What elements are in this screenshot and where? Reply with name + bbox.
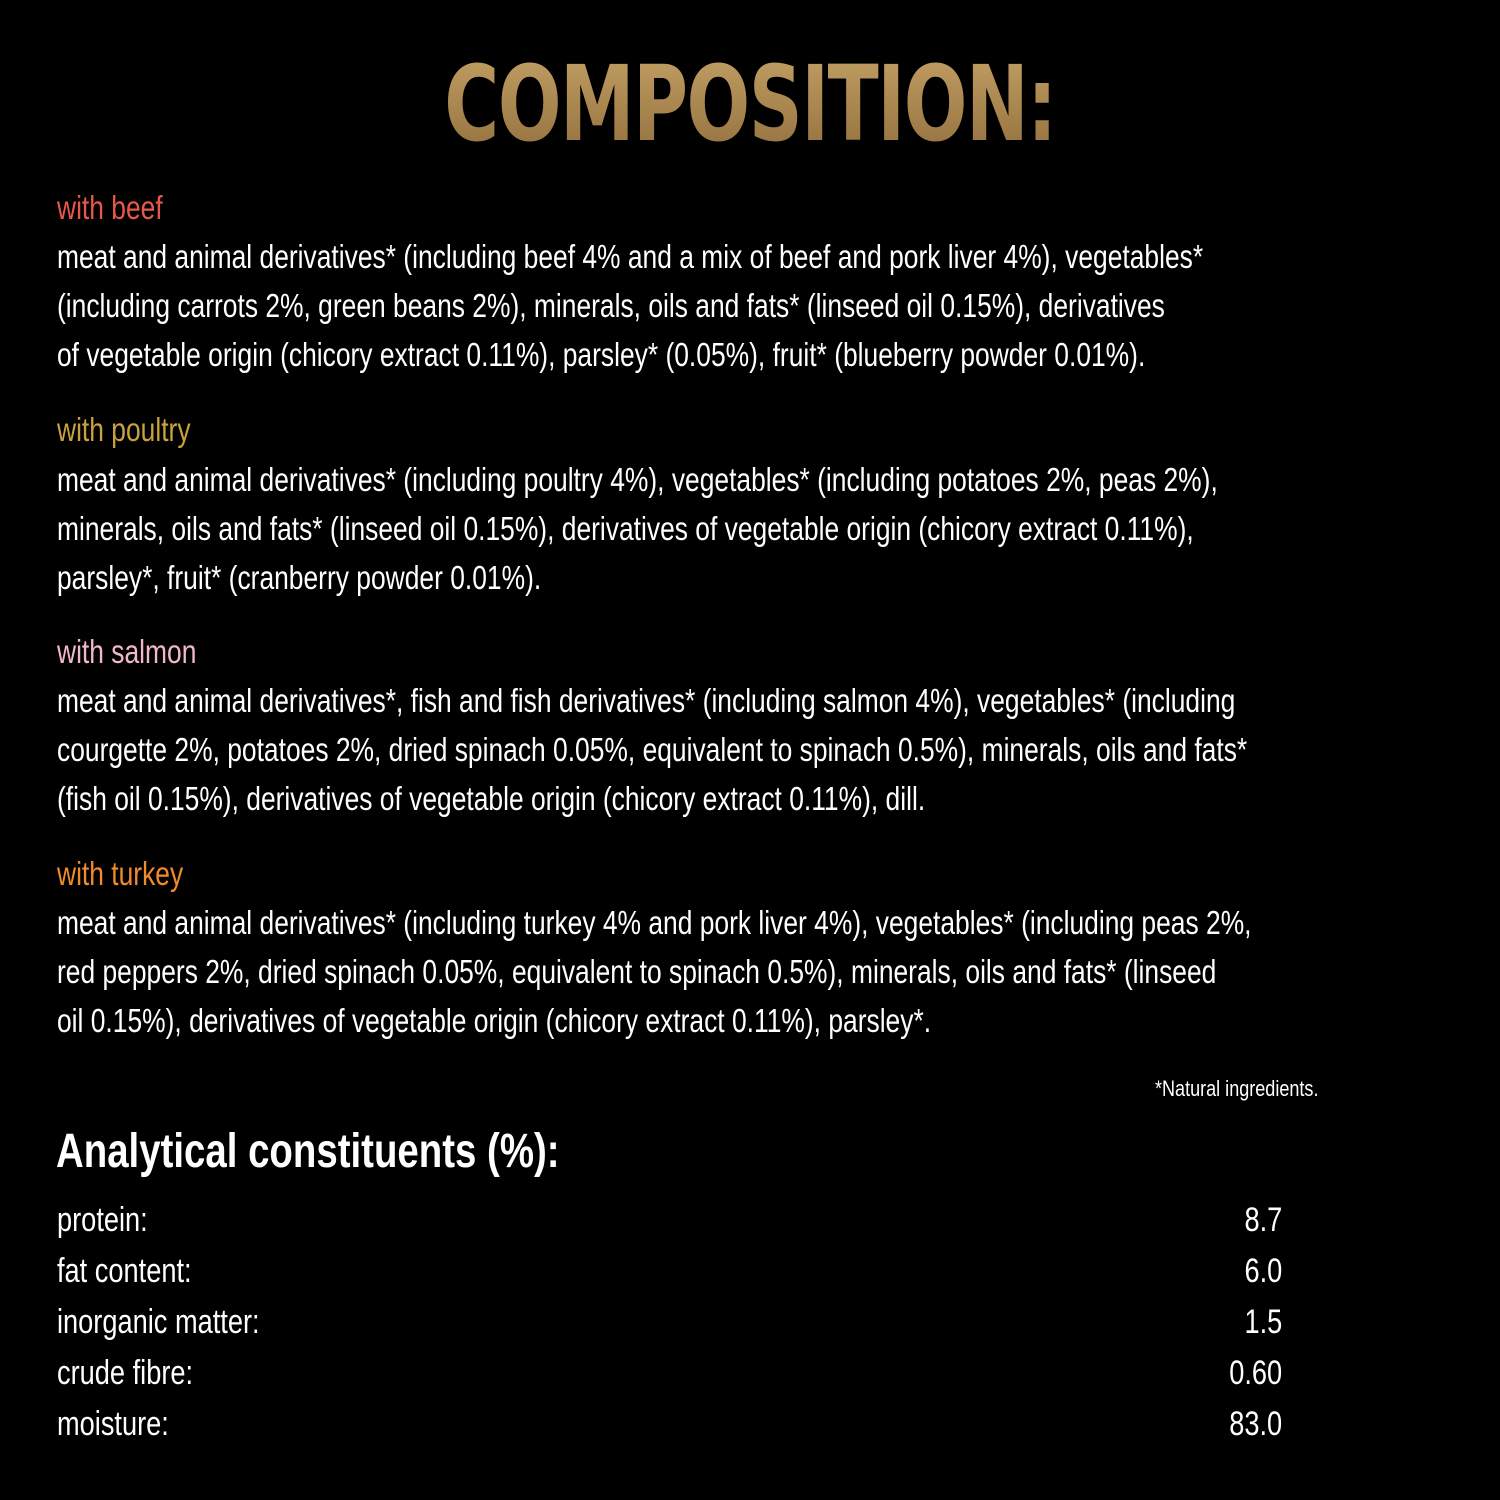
text-line: meat and animal derivatives* (including beef 4% and a mix of beef and pork liver 4%), vegetables* (57, 238, 1204, 275)
analytical-row-inorganic (57, 1299, 1282, 1345)
section-text-turkey (57, 898, 1252, 1045)
analytical-label: fat content: (57, 1252, 192, 1290)
analytical-value: 0.60 (1229, 1354, 1282, 1392)
footnote: *Natural ingredients. (1155, 1076, 1319, 1101)
text-line: meat and animal derivatives* (including turkey 4% and pork liver 4%), vegetables* (including peas 2%, (57, 904, 1252, 941)
section-heading-turkey: with turkey (57, 855, 184, 892)
analytical-label: protein: (57, 1201, 148, 1239)
text-line: meat and animal derivatives*, fish and fish derivatives* (including salmon 4%), vegetables* (including (57, 682, 1236, 719)
text-line: red peppers 2%, dried spinach 0.05%, equivalent to spinach 0.5%), minerals, oils and fats* (linseed (57, 953, 1217, 990)
text-line: courgette 2%, potatoes 2%, dried spinach 0.05%, equivalent to spinach 0.5%), minerals, oils and fats* (57, 731, 1248, 768)
analytical-label: inorganic matter: (57, 1303, 260, 1341)
text-line: (fish oil 0.15%), derivatives of vegetable origin (chicory extract 0.11%), dill. (57, 780, 926, 817)
analytical-label: moisture: (57, 1405, 169, 1443)
analytical-row-protein (57, 1197, 1282, 1243)
analytical-row-moisture (57, 1401, 1282, 1447)
analytical-title: Analytical constituents (%): (56, 1125, 560, 1178)
section-heading-salmon: with salmon (57, 633, 197, 670)
section-heading-poultry: with poultry (57, 411, 191, 448)
analytical-row-fat (57, 1248, 1282, 1294)
text-line: (including carrots 2%, green beans 2%), minerals, oils and fats* (linseed oil 0.15%), derivatives (57, 287, 1165, 324)
analytical-label: crude fibre: (57, 1354, 194, 1392)
text-line: oil 0.15%), derivatives of vegetable origin (chicory extract 0.11%), parsley*. (57, 1002, 932, 1039)
text-line: parsley*, fruit* (cranberry powder 0.01%). (57, 559, 542, 596)
section-text-poultry (57, 455, 1218, 602)
text-line: minerals, oils and fats* (linseed oil 0.15%), derivatives of vegetable origin (chicory extract 0.11%), (57, 510, 1194, 547)
analytical-value: 8.7 (1244, 1201, 1282, 1239)
analytical-value: 83.0 (1229, 1405, 1282, 1443)
page-title: COMPOSITION: (210, 34, 1290, 174)
analytical-row-fibre (57, 1350, 1282, 1396)
section-text-salmon (57, 676, 1247, 823)
section-heading-beef: with beef (57, 189, 163, 226)
section-text-beef (57, 232, 1203, 379)
analytical-value: 6.0 (1244, 1252, 1282, 1290)
text-line: of vegetable origin (chicory extract 0.11%), parsley* (0.05%), fruit* (blueberry powder 0.01%). (57, 336, 1146, 373)
text-line: meat and animal derivatives* (including poultry 4%), vegetables* (including potatoes 2%, peas 2%), (57, 461, 1218, 498)
analytical-value: 1.5 (1244, 1303, 1282, 1341)
